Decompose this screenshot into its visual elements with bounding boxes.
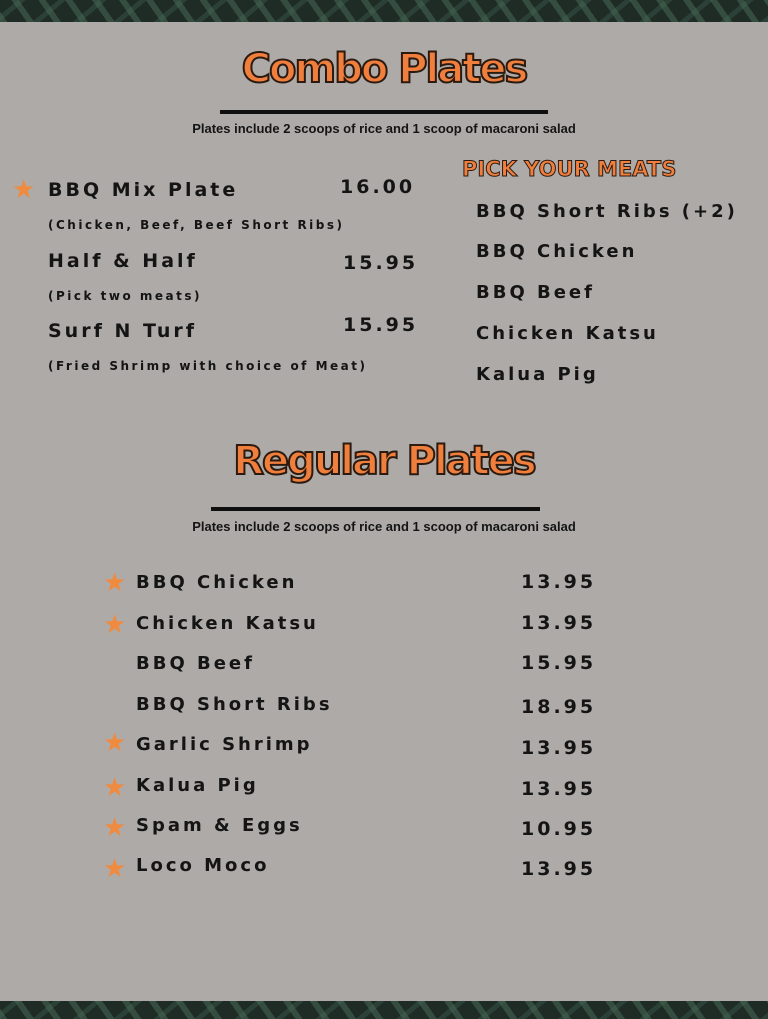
- decorative-bottom-band: [0, 1001, 768, 1019]
- meat-option: BBQ Short Ribs (+2): [476, 201, 738, 222]
- star-icon: ★: [103, 854, 127, 884]
- regular-item-name: Kalua Pig: [136, 775, 259, 796]
- meat-option: Chicken Katsu: [476, 323, 659, 344]
- star-icon: ★: [103, 610, 127, 640]
- regular-item-name: Spam & Eggs: [136, 815, 303, 836]
- combo-title-divider: [220, 110, 548, 114]
- combo-item-price: 15.95: [343, 314, 419, 336]
- regular-item-price: 15.95: [521, 652, 597, 674]
- combo-item-name: Half & Half: [48, 250, 198, 272]
- regular-item-price: 13.95: [521, 571, 597, 593]
- meat-option: BBQ Beef: [476, 282, 595, 303]
- combo-plates-note: Plates include 2 scoops of rice and 1 scoop of macaroni salad: [192, 121, 576, 136]
- regular-title-divider: [211, 507, 540, 511]
- combo-item-description: (Pick two meats): [48, 289, 203, 303]
- regular-item-name: Garlic Shrimp: [136, 734, 313, 755]
- star-icon: ★: [12, 175, 36, 205]
- star-icon: ★: [103, 813, 127, 843]
- pick-your-meats-heading: PICK YOUR MEATS: [462, 157, 677, 181]
- combo-item-name: Surf N Turf: [48, 320, 198, 342]
- regular-item-name: Loco Moco: [136, 855, 270, 876]
- combo-plates-title: Combo Plates: [241, 46, 527, 92]
- combo-item-description: (Chicken, Beef, Beef Short Ribs): [48, 218, 345, 232]
- decorative-top-band: [0, 0, 768, 22]
- regular-item-price: 10.95: [521, 818, 597, 840]
- combo-item-name: BBQ Mix Plate: [48, 179, 239, 201]
- regular-item-name: BBQ Chicken: [136, 572, 298, 593]
- star-icon: ★: [103, 773, 127, 803]
- regular-item-price: 13.95: [521, 778, 597, 800]
- regular-item-name: BBQ Beef: [136, 653, 255, 674]
- regular-item-price: 13.95: [521, 737, 597, 759]
- combo-item-price: 15.95: [343, 252, 419, 274]
- regular-plates-note: Plates include 2 scoops of rice and 1 scoop of macaroni salad: [192, 519, 576, 534]
- regular-item-price: 13.95: [521, 858, 597, 880]
- meat-option: Kalua Pig: [476, 364, 599, 385]
- regular-item-name: Chicken Katsu: [136, 613, 319, 634]
- combo-item-price: 16.00: [340, 176, 416, 198]
- meat-option: BBQ Chicken: [476, 241, 638, 262]
- star-icon: ★: [103, 568, 127, 598]
- regular-item-price: 18.95: [521, 696, 597, 718]
- regular-plates-title: Regular Plates: [233, 438, 535, 484]
- star-icon: ★: [103, 728, 127, 758]
- regular-item-name: BBQ Short Ribs: [136, 694, 333, 715]
- regular-item-price: 13.95: [521, 612, 597, 634]
- combo-item-description: (Fried Shrimp with choice of Meat): [48, 359, 368, 373]
